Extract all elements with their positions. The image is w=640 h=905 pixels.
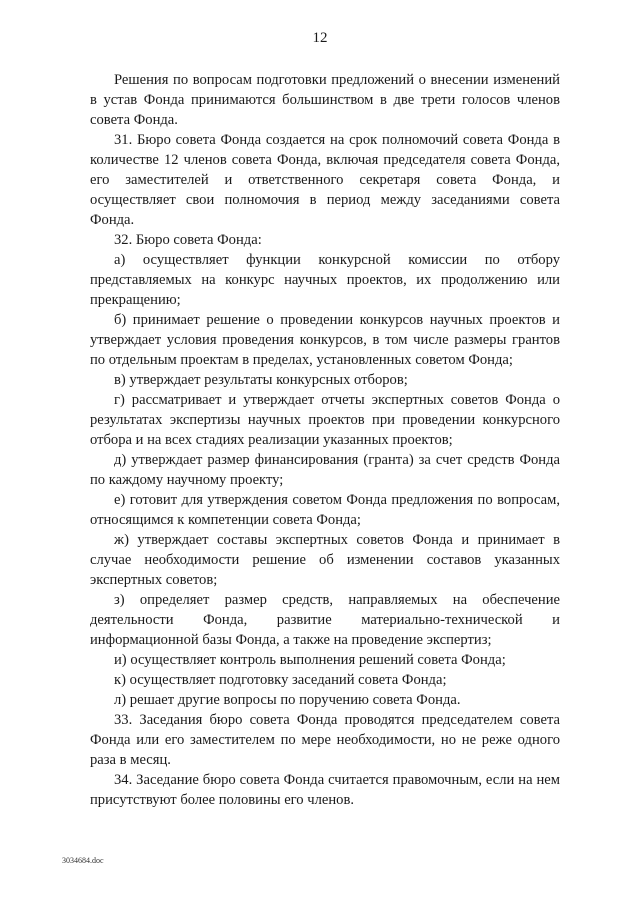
paragraph-32-a: а) осуществляет функции конкурсной комиссии по отбору представляемых на конкурс научных проектов, их продолжению или прекращению; — [90, 252, 560, 308]
paragraph-32-b: б) принимает решение о проведении конкурсов научных проектов и утверждает условия проведения конкурсов, в том числе размеры грантов по отдельным проектам в пределах, установленных советом Фонда; — [90, 312, 560, 368]
paragraph-33: 33. Заседания бюро совета Фонда проводятся председателем совета Фонда или его заместителем по мере необходимости, но не реже одного раза в месяц. — [90, 712, 560, 768]
paragraph-31: 31. Бюро совета Фонда создается на срок полномочий совета Фонда в количестве 12 членов совета Фонда, включая председателя совета Фонда, его заместителей и ответственного секретаря совета Фонда, и осуществляет свои полномочия в период между заседаниями совета Фонда. — [90, 132, 560, 228]
footer-filename: 3034684.doc — [62, 856, 104, 865]
page-number: 12 — [312, 30, 328, 46]
paragraph-32-i: и) осуществляет контроль выполнения решений совета Фонда; — [114, 652, 506, 668]
document-body — [90, 70, 560, 810]
paragraph-32-e: е) готовит для утверждения советом Фонда предложения по вопросам, относящимся к компетенции совета Фонда; — [90, 492, 560, 528]
paragraph-32-g: г) рассматривает и утверждает отчеты экспертных советов Фонда о результатах экспертизы научных проектов при проведении конкурсного отбора и на всех стадиях реализации указанных проектов; — [90, 392, 560, 448]
paragraph-32-l: л) решает другие вопросы по поручению совета Фонда. — [114, 692, 461, 708]
paragraph-32: 32. Бюро совета Фонда: — [114, 232, 262, 248]
paragraph-32-z: з) определяет размер средств, направляемых на обеспечение деятельности Фонда, развитие материально-технической и информационной базы Фонда, а также на проведение экспертиз; — [90, 592, 560, 648]
paragraph-32-v: в) утверждает результаты конкурсных отборов; — [114, 372, 408, 388]
paragraph-32-k: к) осуществляет подготовку заседаний совета Фонда; — [114, 672, 447, 688]
paragraph-amendments-voting: Решения по вопросам подготовки предложений о внесении изменений в устав Фонда принимаются большинством в две трети голосов членов совета Фонда. — [90, 72, 560, 128]
paragraph-34: 34. Заседание бюро совета Фонда считается правомочным, если на нем присутствуют более половины его членов. — [90, 772, 560, 808]
paragraph-32-d: д) утверждает размер финансирования (гранта) за счет средств Фонда по каждому научному проекту; — [90, 452, 560, 488]
paragraph-32-zh: ж) утверждает составы экспертных советов Фонда и принимает в случае необходимости решение об изменении составов указанных экспертных советов; — [90, 532, 560, 588]
